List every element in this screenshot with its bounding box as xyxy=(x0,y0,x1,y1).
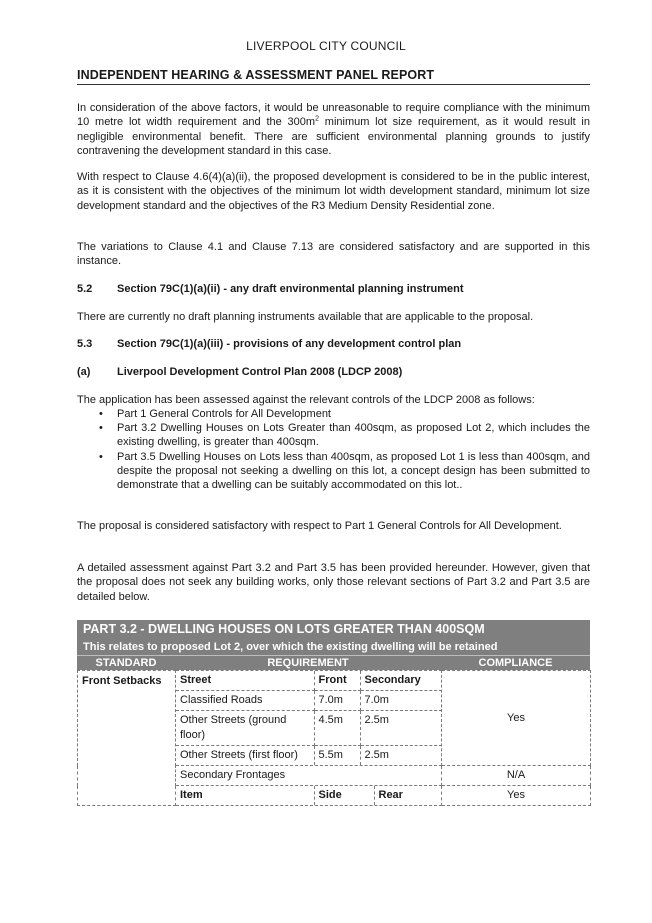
heading-5-2-number: 5.2 xyxy=(77,283,93,295)
paragraph-detailed-assessment: A detailed assessment against Part 3.2 and Part 3.5 has been provided hereunder. However, given that the proposal does not seek any building works, only those relevant sections of Part 3.2 and Part 3.5 are detailed below. xyxy=(77,562,590,603)
standard-empty-cell xyxy=(78,786,176,806)
list-item: • Part 3.2 Dwelling Houses on Lots Greater than 400sqm, as proposed Lot 2, which includes the existing dwelling, is greater than 400sqm. xyxy=(77,421,590,449)
heading-5-2 xyxy=(77,283,590,295)
compliance-secondary-frontages: N/A xyxy=(442,766,591,786)
paragraph-lot-width-start: In consideration of the above factors, it would be unreasonable to require compliance with the minimum 10 metre lot width requirement and the 300m xyxy=(77,102,590,129)
part-3-2-table xyxy=(77,620,590,806)
heading-a xyxy=(77,366,590,378)
table-cell: Classified Roads xyxy=(176,691,314,711)
paragraph-public-interest: With respect to Clause 4.6(4)(a)(ii), the proposed development is considered to be in the public interest, as it is consistent with the objectives of the minimum lot width development standard, minimum lot size development standard and the objectives of the R3 Medium Density Residential zone. xyxy=(77,171,590,212)
heading-5-3-number: 5.3 xyxy=(77,338,93,350)
council-name: LIVERPOOL CITY COUNCIL xyxy=(246,39,406,53)
paragraph-draft-instruments: There are currently no draft planning instruments available that are applicable to the proposal. xyxy=(77,311,534,323)
paragraph-lot-width xyxy=(77,101,590,158)
list-item: • Part 3.5 Dwelling Houses on Lots less than 400sqm, as proposed Lot 1 is less than 400sqm, and despite the proposal not seeking a dwelling on this lot, a concept design has been submitted to demonstrate that a dwelling can be suitably accommodated on this lot.. xyxy=(77,450,590,493)
bullet-list xyxy=(77,407,590,492)
table-cell: 7.0m xyxy=(314,691,360,711)
table-cell: Other Streets (first floor) xyxy=(176,746,314,766)
paragraph-lot-width-end: minimum lot size requirement, as it would result in negligible environmental benefit. There are sufficient environmental planning grounds to justify contravening the development standard in this case. xyxy=(77,116,590,157)
header-standard: STANDARD xyxy=(95,657,157,669)
table-cell: 2.5m xyxy=(360,746,442,766)
table-cell: 4.5m xyxy=(314,711,360,746)
table-body xyxy=(77,670,591,806)
compliance-item: Yes xyxy=(442,786,591,806)
table-row xyxy=(176,671,442,691)
heading-a-text: Liverpool Development Control Plan 2008 (LDCP 2008) xyxy=(117,366,403,378)
item-side-rear-header xyxy=(176,786,442,805)
heading-5-2-text: Section 79C(1)(a)(ii) - any draft environmental planning instrument xyxy=(117,283,464,295)
table-cell: 2.5m xyxy=(360,711,442,746)
table-row xyxy=(176,746,442,766)
standard-front-setbacks: Front Setbacks xyxy=(78,671,176,786)
table-row xyxy=(176,711,442,746)
paragraph-part1: The proposal is considered satisfactory with respect to Part 1 General Controls for All Development. xyxy=(77,520,562,532)
requirement-item-cell xyxy=(176,786,442,806)
inner-header-front: Front xyxy=(314,671,360,691)
heading-5-3-text: Section 79C(1)(a)(iii) - provisions of any development control plan xyxy=(117,338,462,350)
setback-requirements xyxy=(176,671,442,765)
report-title: INDEPENDENT HEARING & ASSESSMENT PANEL REPORT xyxy=(77,68,590,85)
table-cell: 7.0m xyxy=(360,691,442,711)
paragraph-ldcp-intro: The application has been assessed against the relevant controls of the LDCP 2008 as follows: xyxy=(77,394,535,406)
inner-header-side: Side xyxy=(314,786,374,805)
table-title: PART 3.2 - DWELLING HOUSES ON LOTS GREATER THAN 400SQM xyxy=(77,620,590,639)
inner-header-street: Street xyxy=(176,671,314,691)
table-row xyxy=(78,786,591,806)
paragraph-variations: The variations to Clause 4.1 and Clause 7.13 are considered satisfactory and are supported in this instance. xyxy=(77,241,590,268)
inner-header-item: Item xyxy=(176,786,314,805)
table-cell: Other Streets (ground floor) xyxy=(176,711,314,746)
compliance-front-setbacks: Yes xyxy=(442,671,591,766)
heading-a-number: (a) xyxy=(77,366,91,378)
inner-header-rear: Rear xyxy=(378,789,403,801)
table-header-row xyxy=(77,655,590,670)
table-cell: 5.5m xyxy=(314,746,360,766)
secondary-frontages-cell: Secondary Frontages xyxy=(176,766,442,786)
table-row xyxy=(176,786,442,805)
list-item: • Part 1 General Controls for All Development xyxy=(77,407,590,421)
superscript-2: 2 xyxy=(315,115,319,123)
table-row xyxy=(78,671,591,766)
header-compliance: COMPLIANCE xyxy=(478,657,553,669)
table-subtitle: This relates to proposed Lot 2, over which the existing dwelling will be retained xyxy=(77,639,590,655)
header-requirement: REQUIREMENT xyxy=(267,657,349,669)
table-row xyxy=(176,691,442,711)
heading-5-3 xyxy=(77,338,590,350)
requirement-cell xyxy=(176,671,442,766)
inner-header-secondary: Secondary xyxy=(360,671,442,691)
